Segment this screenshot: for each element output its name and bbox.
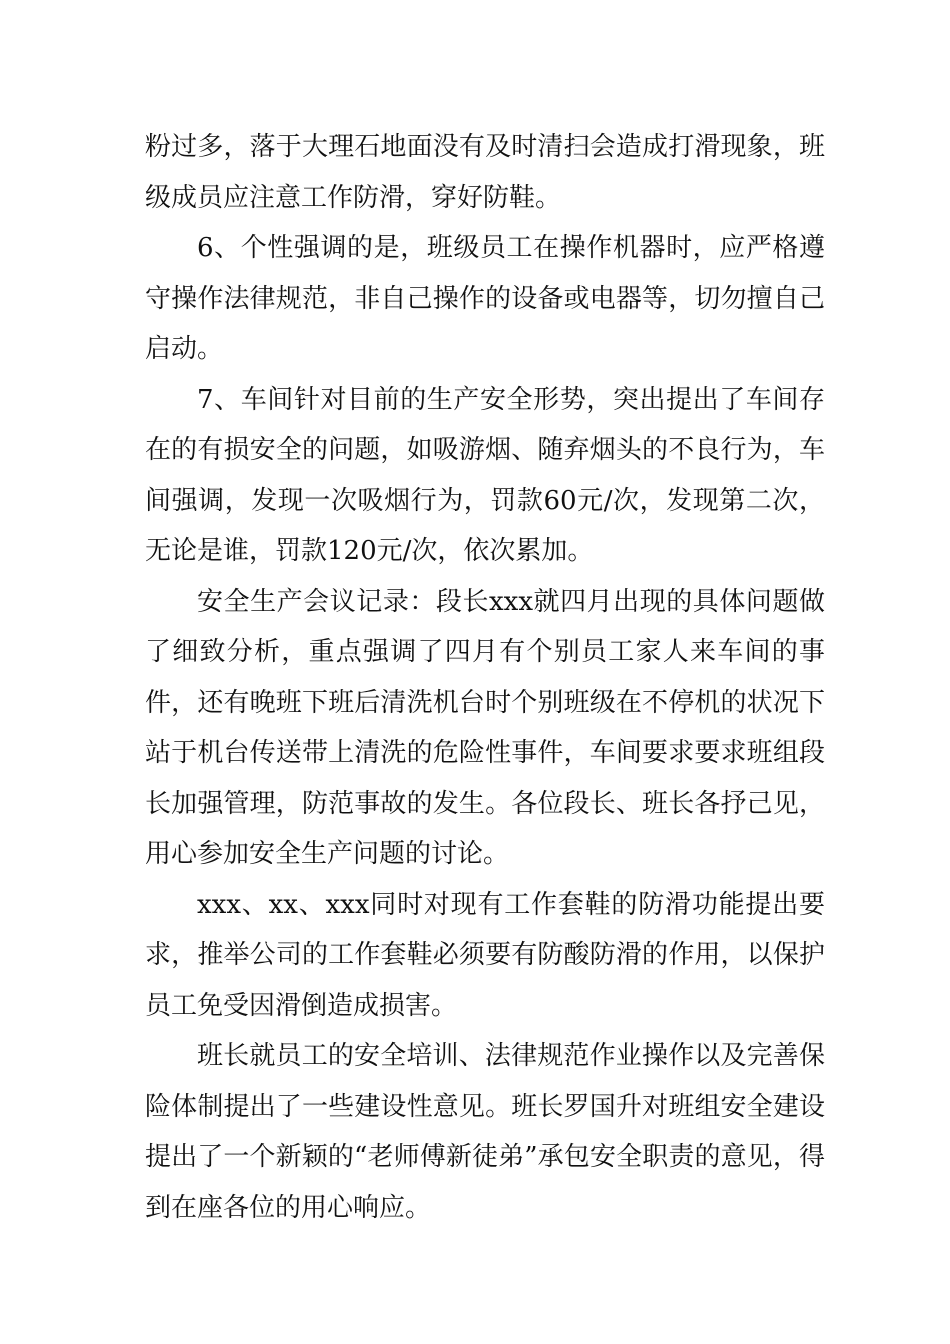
paragraph-item-6: 6、个性强调的是，班级员工在操作机器时，应严格遵守操作法律规范，非自己操作的设备或电器等，切勿擅自己启动。: [145, 233, 825, 364]
paragraph-shoe-requirement: xxx、xx、xxx同时对现有工作套鞋的防滑功能提出要求，推举公司的工作套鞋必须要有防酸防滑的作用，以保护员工免受因滑倒造成损害。: [145, 889, 825, 1021]
document-body: [145, 122, 825, 1233]
paragraph-team-leader-suggestions: 班长就员工的安全培训、法律规范作业操作以及完善保险体制提出了一些建设性意见。班长罗国升对班组安全建设提出了一个新颖的“老师傅新徒弟”承包安全职责的意见，得到在座各位的用心响应。: [145, 1041, 825, 1223]
paragraph-continuation: 粉过多，落于大理石地面没有及时清扫会造成打滑现象，班级成员应注意工作防滑，穿好防鞋。: [145, 132, 825, 213]
paragraph-meeting-record: 安全生产会议记录：段长xxx就四月出现的具体问题做了细致分析，重点强调了四月有个别员工家人来车间的事件，还有晚班下班后清洗机台时个别班级在不停机的状况下站于机台传送带上清洗的危险性事件，车间要求要求班组段长加强管理，防范事故的发生。各位段长、班长各抒己见，用心参加安全生产问题的讨论。: [145, 586, 825, 869]
paragraph-item-7: 7、车间针对目前的生产安全形势，突出提出了车间存在的有损安全的问题，如吸游烟、随弃烟头的不良行为，车间强调，发现一次吸烟行为，罚款60元/次，发现第二次，无论是谁，罚款120元/次，依次累加。: [145, 384, 825, 566]
